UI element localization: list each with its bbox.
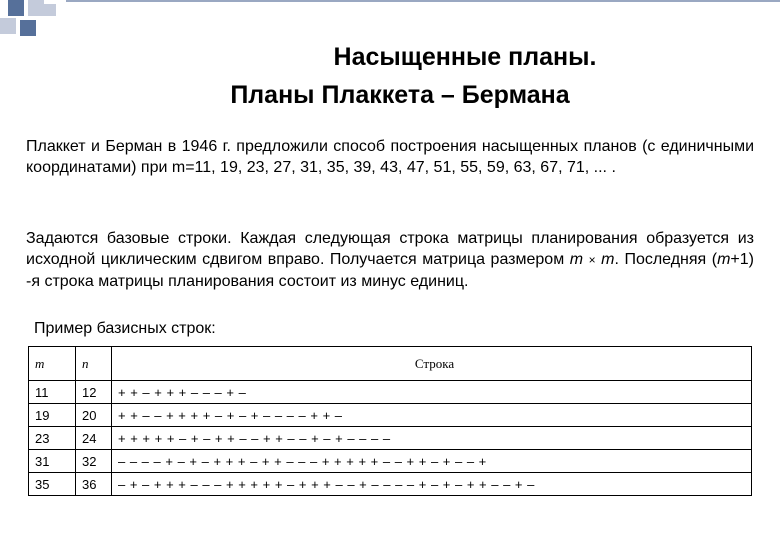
corner-square-2 xyxy=(28,0,44,16)
table-row xyxy=(29,404,752,427)
cell-m: 11 xyxy=(29,381,76,404)
corner-square-3 xyxy=(0,18,16,34)
cell-m: 19 xyxy=(29,404,76,427)
cell-row: – + – + + + – – – + + + + + – + + + – – + – – – – + – + – + + – – + – xyxy=(112,473,752,496)
cell-n: 24 xyxy=(76,427,112,450)
slide-title xyxy=(0,38,780,114)
table-row xyxy=(29,381,752,404)
cell-n: 12 xyxy=(76,381,112,404)
header-row: Строка xyxy=(112,347,752,381)
cell-n: 36 xyxy=(76,473,112,496)
cell-row: – – – – + – + – + + + – + + – – – + + + + + – – + + – + – – + xyxy=(112,450,752,473)
example-label: Пример базисных строк: xyxy=(34,320,216,337)
cell-m: 23 xyxy=(29,427,76,450)
cell-row: + + – – + + + + – + – + – – – – + + – xyxy=(112,404,752,427)
title-line-2: Планы Плаккета – Бермана xyxy=(230,81,570,109)
table-row xyxy=(29,427,752,450)
cell-row: + + – + + + – – – + – xyxy=(112,381,752,404)
title-line-1: Насыщенные планы. xyxy=(333,43,597,71)
header-n: n xyxy=(76,347,112,381)
corner-square-1 xyxy=(8,0,24,16)
cell-n: 32 xyxy=(76,450,112,473)
corner-square-5 xyxy=(44,4,56,16)
cell-m: 35 xyxy=(29,473,76,496)
paragraph-description: Задаются базовые строки. Каждая следующая строка матрицы планирования образуется из исходной циклическим сдвигом вправо. Получается матрица размером m × m. Последняя (m+1) -я строка матрицы планирования состоит из минус единиц. xyxy=(26,230,754,290)
header-m: m xyxy=(29,347,76,381)
cell-n: 20 xyxy=(76,404,112,427)
table-row xyxy=(29,450,752,473)
table-header-row xyxy=(29,347,752,381)
table-row xyxy=(29,473,752,496)
paragraph-intro: Плаккет и Берман в 1946 г. предложили способ построения насыщенных планов (с единичными координатами) при m=11, 19, 23, 27, 31, 35, 39, 43, 47, 51, 55, 59, 63, 67, 71, ... . xyxy=(26,138,754,176)
top-rule xyxy=(66,0,780,2)
cell-row: + + + + + – + – + + – – + + – – + – + – – – – xyxy=(112,427,752,450)
corner-square-4 xyxy=(20,20,36,36)
cell-m: 31 xyxy=(29,450,76,473)
basis-rows-table xyxy=(28,346,752,496)
